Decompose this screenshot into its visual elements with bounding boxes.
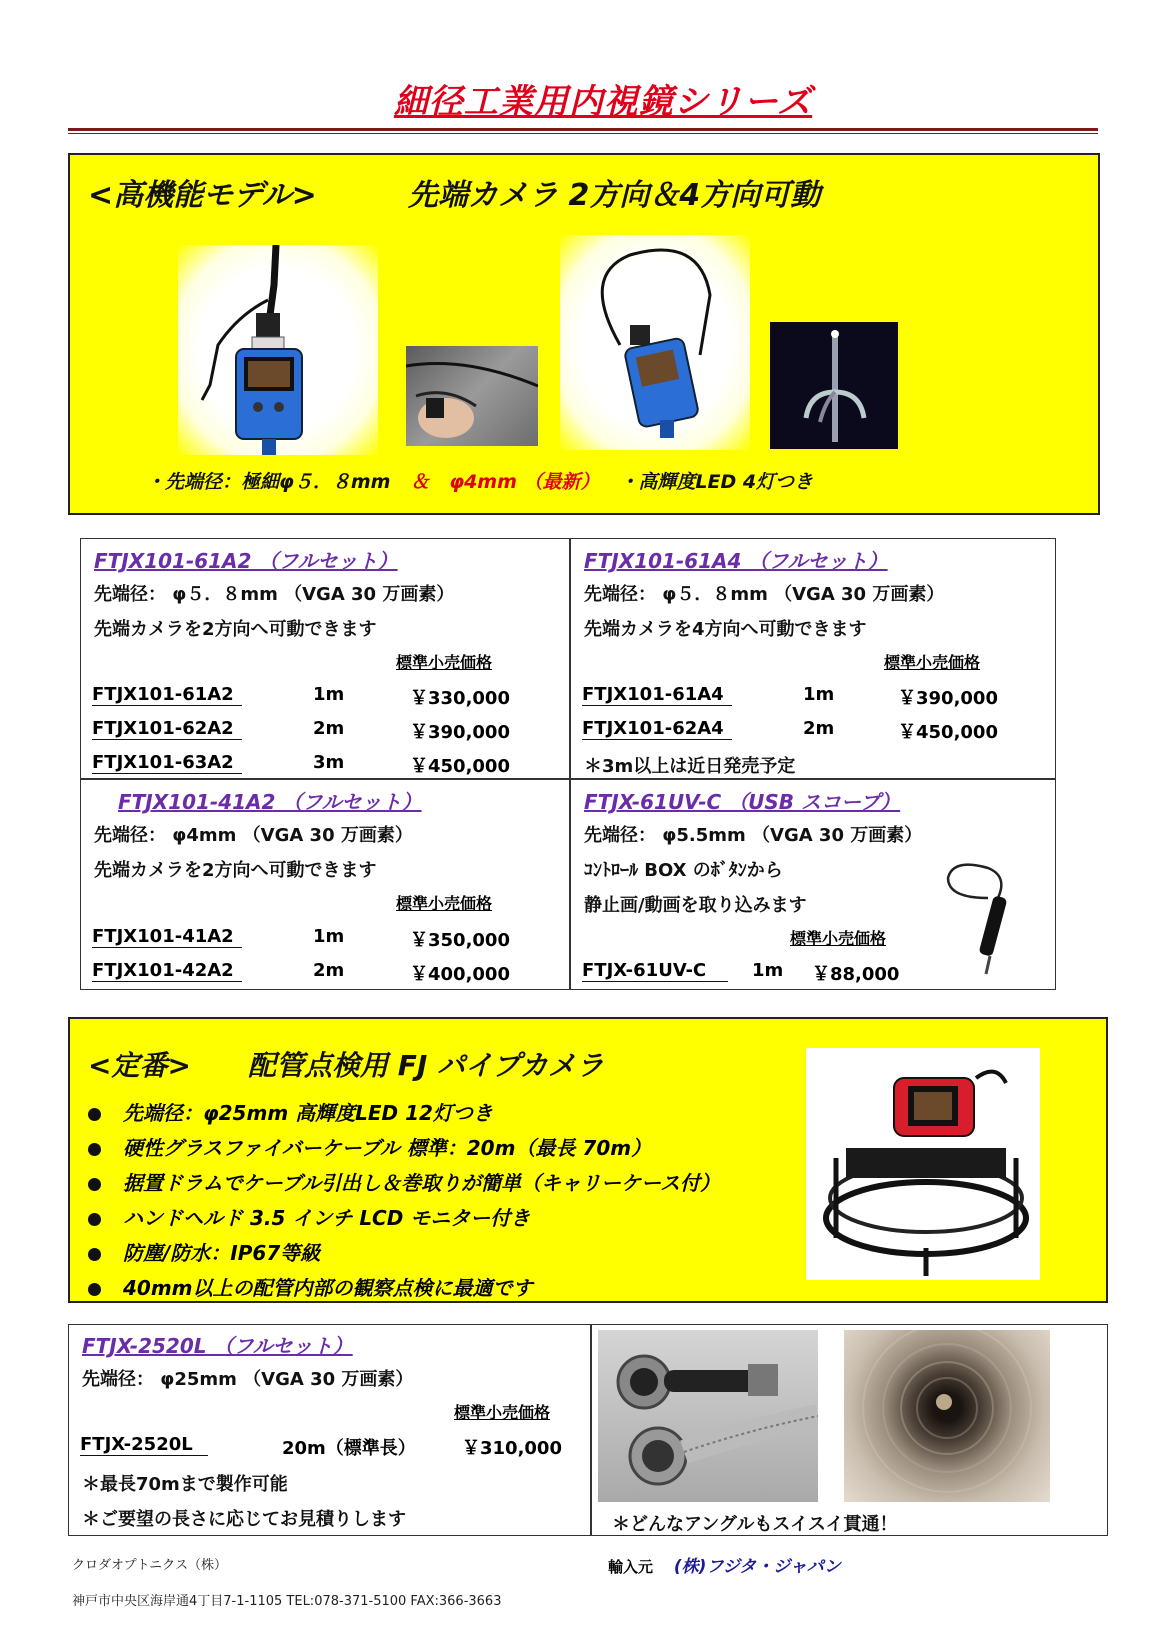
note-61a4: ＊3m以上は近日発売予定 bbox=[584, 756, 796, 777]
row-code: FTJX101-41A2 bbox=[92, 926, 242, 948]
model-title-61uv-c: FTJX-61UV-C （USB スコープ） bbox=[584, 790, 901, 814]
row-price: ￥390,000 bbox=[410, 722, 510, 743]
grid-divider-horizontal bbox=[80, 778, 1056, 780]
pipe-feature: 40mm以上の配管内部の観察点検に最適です bbox=[88, 1272, 533, 1301]
row-length: 2m bbox=[313, 718, 345, 739]
row-length: 1m bbox=[752, 960, 784, 981]
row-price: ￥390,000 bbox=[898, 688, 998, 709]
led-tip-photo bbox=[770, 322, 898, 449]
company-name: クロダオプトニクス（株） bbox=[72, 1558, 227, 1573]
company-address: 神戸市中央区海岸通4丁目7-1-1105 TEL:078-371-5100 FAX:366-3663 bbox=[72, 1594, 502, 1609]
spec-41a2: 先端径： φ4mm （VGA 30 万画素） bbox=[94, 825, 413, 846]
row-code: FTJX101-61A2 bbox=[92, 684, 242, 706]
row-length: 20m（標準長） bbox=[282, 1438, 416, 1459]
pipe-feature: 防塵/防水：IP67等級 bbox=[88, 1237, 320, 1266]
row-code: FTJX101-42A2 bbox=[92, 960, 242, 982]
model-title-41a2: FTJX101-41A2 （フルセット） bbox=[118, 790, 422, 814]
model-title-61a4: FTJX101-61A4 （フルセット） bbox=[584, 549, 888, 573]
desc-41a2: 先端カメラを2方向へ可動できます bbox=[94, 860, 377, 881]
row-length: 2m bbox=[313, 960, 345, 981]
pipe-camera-photo bbox=[806, 1048, 1040, 1280]
high-spec-heading: <高機能モデル> bbox=[88, 178, 317, 213]
spec-61a4: 先端径： φ５．８mm （VGA 30 万画素） bbox=[584, 584, 945, 605]
row-price: ￥450,000 bbox=[410, 756, 510, 777]
row-code: FTJX-2520L bbox=[80, 1434, 208, 1456]
row-price: ￥88,000 bbox=[812, 964, 900, 985]
pipe-feature: ハンドヘルド 3.5 インチ LCD モニター付き bbox=[88, 1202, 530, 1231]
row-code: FTJX101-62A2 bbox=[92, 718, 242, 740]
desc-61a4: 先端カメラを4方向へ可動できます bbox=[584, 619, 867, 640]
spec-61uv-c: 先端径： φ5.5mm （VGA 30 万画素） bbox=[584, 825, 923, 846]
high-spec-subheading: 先端カメラ 2方向＆4方向可動 bbox=[408, 178, 821, 213]
page-title: 細径工業用内視鏡シリーズ bbox=[393, 82, 813, 122]
row-price: ￥310,000 bbox=[462, 1438, 562, 1459]
hand-operation-photo bbox=[406, 346, 538, 446]
row-price: ￥330,000 bbox=[410, 688, 510, 709]
row-code: FTJX101-61A4 bbox=[582, 684, 732, 706]
camera-head-photo bbox=[598, 1330, 818, 1502]
pipe-feature: 据置ドラムでケーブル引出し＆巻取りが簡単（キャリーケース付） bbox=[88, 1167, 720, 1196]
row-price: ￥350,000 bbox=[410, 930, 510, 951]
title-rule bbox=[68, 128, 1098, 134]
row-length: 3m bbox=[313, 752, 345, 773]
model-title-2520l: FTJX-2520L （フルセット） bbox=[82, 1334, 353, 1358]
high-spec-features: ・先端径：極細φ５．８mm ＆ φ4mm （最新） ・高輝度LED 4灯つき bbox=[146, 471, 814, 493]
pipe-heading: <定番> bbox=[88, 1049, 191, 1082]
desc-61uv-c-2: 静止画/動画を取り込みます bbox=[584, 895, 807, 916]
usb-scope-photo bbox=[938, 858, 1038, 978]
price-header-61a2: 標準小売価格 bbox=[396, 653, 493, 672]
row-length: 2m bbox=[803, 718, 835, 739]
row-code: FTJX101-62A4 bbox=[582, 718, 732, 740]
pipe-feature: 硬性グラスファイバーケーブル 標準：20m（最長 70m） bbox=[88, 1132, 651, 1161]
pipe-subheading: 配管点検用 FJ パイプカメラ bbox=[248, 1049, 604, 1082]
pipe-feature: 先端径：φ25mm 高輝度LED 12灯つき bbox=[88, 1097, 493, 1126]
desc-61a2: 先端カメラを2方向へ可動できます bbox=[94, 619, 377, 640]
price-header-61a4: 標準小売価格 bbox=[884, 653, 981, 672]
row-code: FTJX101-63A2 bbox=[92, 752, 242, 774]
row-price: ￥400,000 bbox=[410, 964, 510, 985]
price-header-41a2: 標準小売価格 bbox=[396, 894, 493, 913]
row-length: 1m bbox=[803, 684, 835, 705]
note-2520l-quote: ＊ご要望の長さに応じてお見積りします bbox=[82, 1509, 406, 1530]
spec-2520l: 先端径： φ25mm （VGA 30 万画素） bbox=[82, 1369, 414, 1390]
importer-label: 輸入元 bbox=[608, 1558, 654, 1576]
row-code: FTJX-61UV-C bbox=[582, 960, 728, 982]
scope-2way-photo bbox=[178, 245, 378, 455]
importer-name: (株)フジタ・ジャパン bbox=[673, 1557, 841, 1577]
desc-61uv-c-1: ｺﾝﾄﾛｰﾙ BOX のﾎﾞﾀﾝから bbox=[584, 860, 783, 881]
scope-4way-photo bbox=[560, 235, 750, 450]
spec-61a2: 先端径： φ５．８mm （VGA 30 万画素） bbox=[94, 584, 455, 605]
importer bbox=[608, 1552, 841, 1577]
model-title-61a2: FTJX101-61A2 （フルセット） bbox=[94, 549, 398, 573]
pipe-interior-photo bbox=[844, 1330, 1050, 1502]
ftjx-2520l-divider bbox=[590, 1324, 592, 1536]
row-length: 1m bbox=[313, 926, 345, 947]
price-header-61uv-c: 標準小売価格 bbox=[790, 929, 887, 948]
row-length: 1m bbox=[313, 684, 345, 705]
photo-caption: ＊どんなアングルもスイスイ貫通！ bbox=[612, 1514, 898, 1535]
grid-divider-vertical bbox=[569, 538, 571, 990]
row-price: ￥450,000 bbox=[898, 722, 998, 743]
note-2520l-max-length: ＊最長70mまで製作可能 bbox=[82, 1474, 288, 1495]
price-header-2520l: 標準小売価格 bbox=[454, 1403, 551, 1422]
